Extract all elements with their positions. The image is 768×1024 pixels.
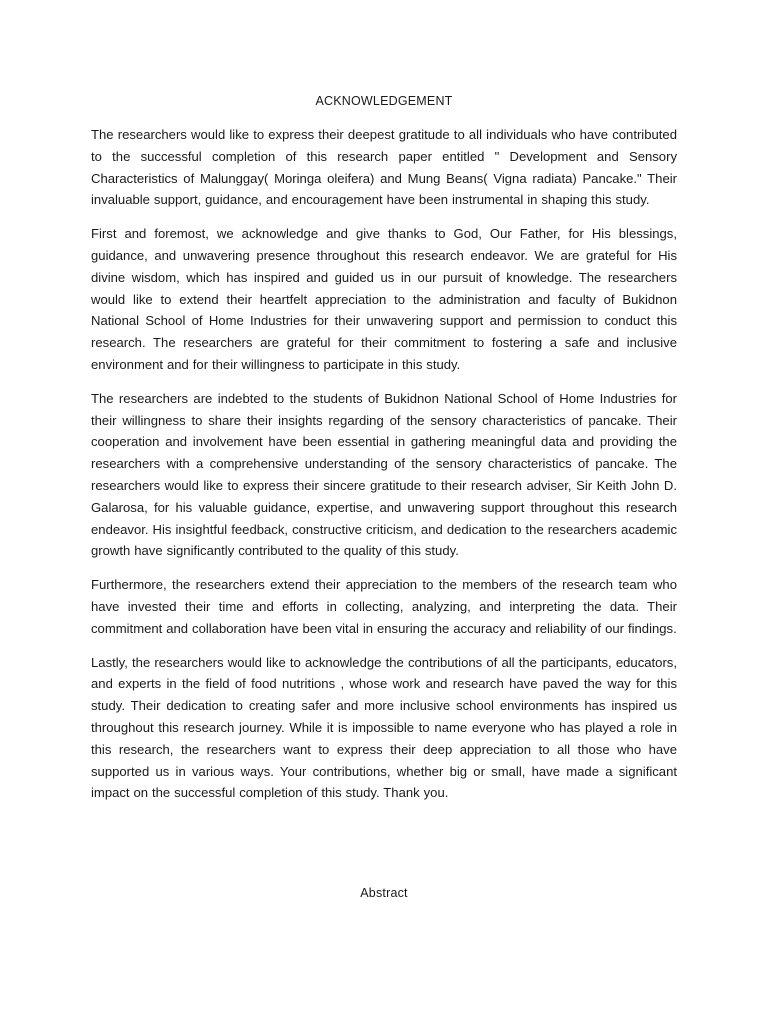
paragraph-research-team: Furthermore, the researchers extend their appreciation to the members of the research team who have invested their time and efforts in collecting, analyzing, and interpreting the data. Their commitment and collaboration have been vital in ensuring the accuracy and reliability of our findings.	[91, 577, 677, 636]
paragraph-gratitude: The researchers would like to express their deepest gratitude to all individuals who have contributed to the successful completion of this research paper entitled " Development and Sensory Characteristics of Malunggay( Moringa oleifera) and Mung Beans( Vigna radiata) Pancake." Their invaluable support, guidance, and encouragement have been instrumental in shaping this study.	[91, 127, 677, 208]
paragraph-thanks-god-and-school: First and foremost, we acknowledge and give thanks to God, Our Father, for His blessings, guidance, and unwavering presence throughout this research endeavor. We are grateful for His divine wisdom, which has inspired and guided us in our pursuit of knowledge. The researchers would like to extend their heartfelt appreciation to the administration and faculty of Bukidnon National School of Home Industries for their unwavering support and permission to conduct this research. The researchers are grateful for their commitment to fostering a safe and inclusive environment and for their willingness to participate in this study.	[91, 226, 677, 372]
paragraph-participants: Lastly, the researchers would like to acknowledge the contributions of all the participants, educators, and experts in the field of food nutritions , whose work and research have paved the way for this study. Their dedication to creating safer and more inclusive school environments has inspired us throughout this research journey. While it is impossible to name everyone who has played a role in this research, the researchers want to express their deep appreciation to all those who have supported us in various ways. Your contributions, whether big or small, have made a significant impact on the successful completion of this study. Thank you.	[91, 654, 677, 801]
section-heading-abstract: Abstract	[360, 886, 408, 900]
paragraph-students-and-adviser: The researchers are indebted to the students of Bukidnon National School of Home Industries for their willingness to share their insights regarding of the sensory characteristics of pancake. Their cooperation and involvement have been essential in gathering meaningful data and providing the researchers with a comprehensive understanding of the sensory characteristics of pancake. The researchers would like to express their sincere gratitude to their research adviser, Sir Keith John D. Galarosa, for his valuable guidance, expertise, and unwavering support throughout this research endeavor. His insightful feedback, constructive criticism, and dedication to the researchers academic growth have significantly contributed to the quality of this study.	[91, 390, 677, 559]
acknowledgement-body	[91, 124, 677, 816]
page-title: ACKNOWLEDGEMENT	[315, 94, 453, 108]
